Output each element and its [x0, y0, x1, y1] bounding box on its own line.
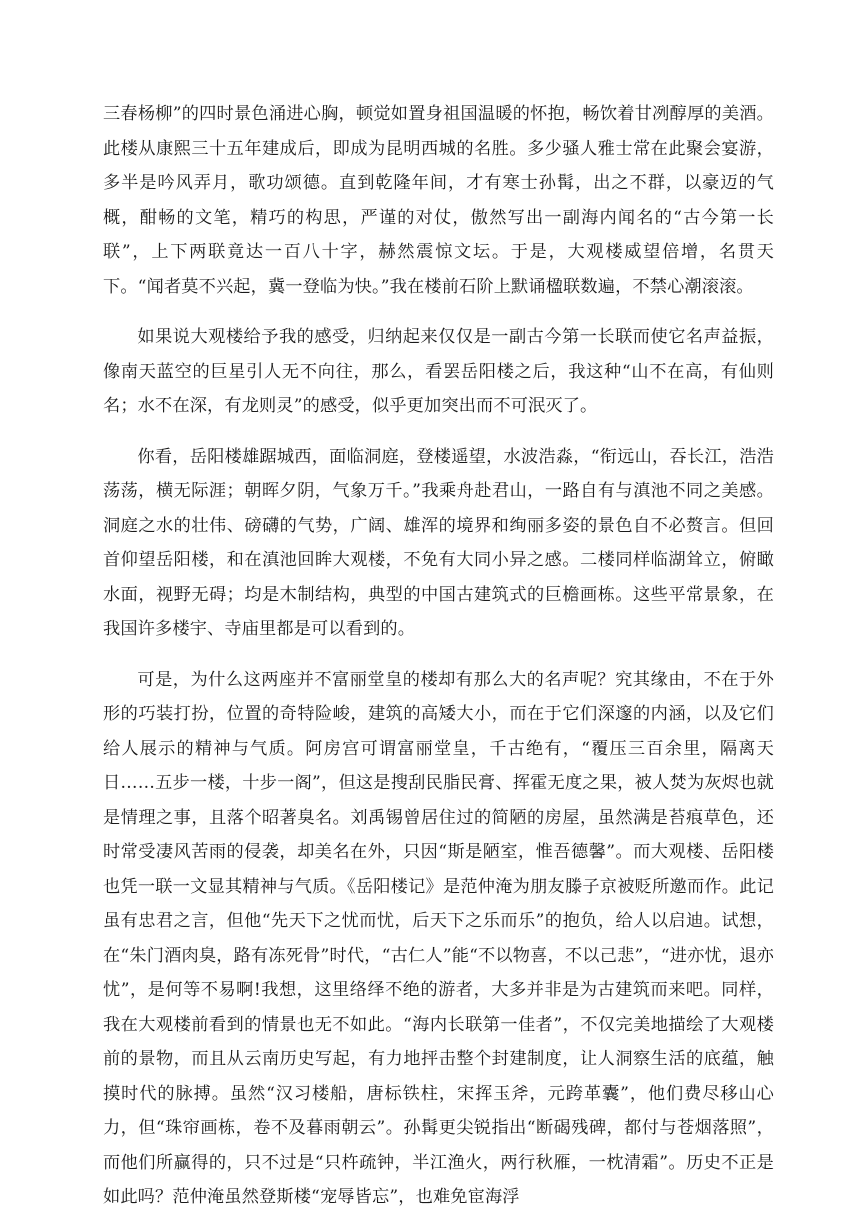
paragraph-daguanlou-couplet: 三春杨柳”的四时景色涌进心胸，顿觉如置身祖国温暖的怀抱，畅饮着甘冽醇厚的美酒。此楼从康熙三十五年建成后，即成为昆明西城的名胜。多少骚人雅士常在此聚会宴游，多半是吟风弄月，歌功颂德。直到乾隆年间，才有寒士孙髯，出之不群，以豪迈的气概，酣畅的文笔，精巧的构思，严谨的对仗，傲然写出一副海内闻名的“古今第一长联”，上下两联竟达一百八十字，赫然震惊文坛。于是，大观楼威望倍增，名贯天下。“闻者莫不兴起，冀一登临为快。”我在楼前石阶上默诵楹联数遍，不禁心潮滚滚。	[103, 104, 774, 297]
paragraph-fame-impression: 如果说大观楼给予我的感受，归纳起来仅仅是一副古今第一长联而使它名声益振，像南天蓝空的巨星引人无不向往，那么，看罢岳阳楼之后，我这种“山不在高，有仙则名；水不在深，有龙则灵”的感受，似乎更加突出而不可泯灭了。	[103, 327, 774, 416]
paragraph-yueyanglou-view: 你看，岳阳楼雄踞城西，面临洞庭，登楼遥望，水波浩淼，“衔远山，吞长江，浩浩荡荡，横无际涯；朝晖夕阴，气象万千。”我乘舟赴君山，一路自有与滇池不同之美感。洞庭之水的壮伟、磅礴的气势，广阔、雄浑的境界和绚丽多姿的景色自不必赘言。但回首仰望岳阳楼，和在滇池回眸大观楼，不免有大同小异之感。二楼同样临湖耸立，俯瞰水面，视野无碍；均是木制结构，典型的中国古建筑式的巨檐画栋。这些平常景象，在我国许多楼宇、寺庙里都是可以看到的。	[103, 446, 774, 639]
paragraph-spirit-and-temperament: 可是，为什么这两座并不富丽堂皇的楼却有那么大的名声呢？究其缘由，不在于外形的巧装打扮，位置的奇特险峻，建筑的高矮大小，而在于它们深邃的内涵，以及它们给人展示的精神与气质。阿房宫可谓富丽堂皇，千古绝有，“覆压三百余里，隔离天日……五步一楼，十步一阁”，但这是搜刮民脂民膏、挥霍无度之果，被人焚为灰烬也就是情理之事，且落个昭著臭名。刘禹锡曾居住过的简陋的房屋，虽然满是苔痕草色，还时常受凄风苦雨的侵袭，却美名在外，只因“斯是陋室，惟吾德馨”。而大观楼、岳阳楼也凭一联一文显其精神与气质。《岳阳楼记》是范仲淹为朋友滕子京被贬所邀而作。此记虽有忠君之言，但他“先天下之忧而忧，后天下之乐而乐”的抱负，给人以启迪。试想，在“朱门酒肉臭，路有冻死骨”时代，“古仁人”能“不以物喜，不以己悲”，“进亦忧，退亦忧”，是何等不易啊!我想，这里络绎不绝的游者，大多并非是为古建筑而来吧。同样，我在大观楼前看到的情景也无不如此。“海内长联第一佳者”，不仅完美地描绘了大观楼前的景物，而且从云南历史写起，有力地抨击整个封建制度，让人洞察生活的底蕴，触摸时代的脉搏。虽然“汉习楼船，唐标铁柱，宋挥玉斧，元跨革囊”，他们费尽移山心力，但“珠帘画栋，卷不及暮雨朝云”。孙髯更尖锐指出“断碣残碑，都付与苍烟落照”，而他们所赢得的，只不过是“只杵疏钟，半江渔火，两行秋雁，一枕清霜”。历史不正是如此吗？范仲淹虽然登斯楼“宠辱皆忘”，也难免宦海浮	[103, 669, 774, 1207]
